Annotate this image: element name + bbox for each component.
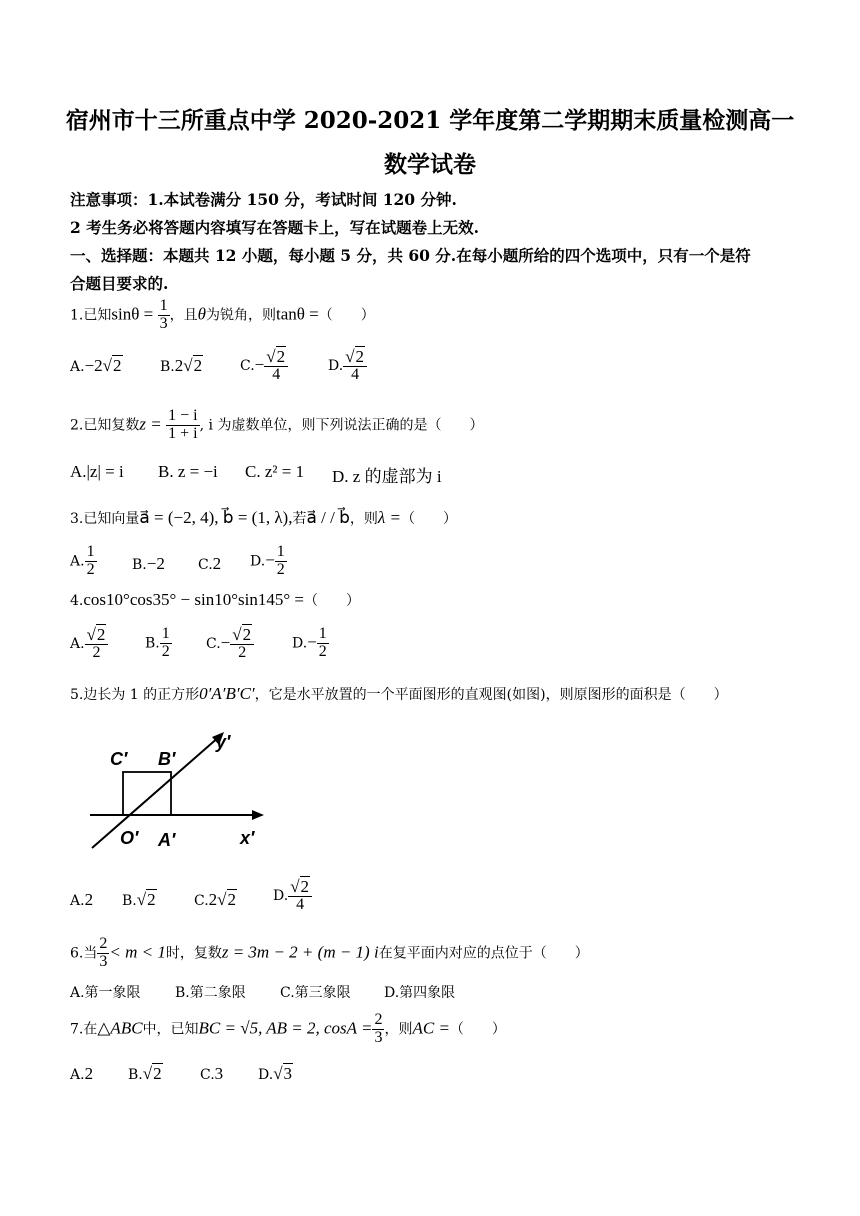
q6-fraction: $\frac{2}{3}$: [99, 935, 108, 970]
notice-2: 2 考生务必将答题内容填写在答题卡上，写在试题卷上无效.: [70, 218, 480, 237]
question-4: 4.cos10°cos35° − sin10°sin145° =（ ）: [70, 590, 360, 609]
q1-option-a: A.−2√2: [70, 356, 122, 375]
q3-option-a: A. $\frac{1}{2}$: [70, 543, 95, 578]
question-6: 6.当 $\frac{2}{3}$ < m < 1时，复数z = 3m − 2 + (m − 1) i在复平面内对应的点位于（ ）: [70, 935, 589, 970]
exam-title-line2: 数学试卷: [384, 151, 476, 178]
q6-option-c: C.第三象限: [280, 985, 351, 1001]
q5-option-a: A.2: [70, 890, 94, 909]
q1-option-b: B.2√2: [160, 356, 203, 375]
q2-option-c: C. z² = 1: [245, 462, 305, 481]
q1-option-c: C.− $\frac{√2}{4}$: [240, 348, 288, 384]
q6-option-b: B.第二象限: [175, 985, 246, 1001]
section-heading-line1: 一、选择题：本题共 12 小题，每小题 5 分，共 60 分.在每小题所给的四个选项中，只有一个是符: [70, 246, 751, 265]
q5-option-b: B.√2: [122, 890, 156, 909]
q6-option-d: D.第四象限: [384, 985, 456, 1001]
label-x: x′: [240, 828, 255, 848]
question-5: 5.边长为 1 的正方形0′A′B′C′，它是水平放置的一个平面图形的直观图(如图)，则原图形的面积是（ ）: [70, 684, 728, 703]
exam-title-line1: 宿州市十三所重点中学 2020-2021 学年度第二学期期末质量检测高一: [65, 107, 795, 134]
q5-option-d: D. $\frac{√2}{4}$: [273, 878, 312, 914]
q4-option-b: B. $\frac{1}{2}$: [145, 625, 170, 660]
q2-option-a: A.|z| = i: [70, 462, 124, 481]
question-1: 1.已知sinθ = $\frac{1}{3}$ ，且θ为锐角，则tanθ =（ ）: [70, 297, 375, 332]
q6-option-a: A.第一象限: [70, 985, 141, 1001]
label-a: A′: [158, 830, 176, 850]
q4-option-c: C.− $\frac{√2}{2}$: [206, 626, 254, 662]
question-7: 7.在△ABC中，已知BC = √5, AB = 2, cosA = $\frac{2}{3}$ ，则AC =（ ）: [70, 1011, 506, 1046]
notice-1: 注意事项：1.本试卷满分 150 分，考试时间 120 分钟.: [70, 190, 457, 209]
square: [123, 772, 171, 815]
q7-option-c: C.3: [200, 1064, 224, 1083]
label-o: O′: [120, 828, 139, 848]
label-y: y′: [216, 732, 231, 752]
question-3: 3.已知向量a⃗ = (−2, 4), b⃗ = (1, λ),若a⃗ / / b⃗，则λ =（ ）: [70, 508, 457, 527]
question-2: 2.已知复数z = $\frac{1 - i}{1 + i}$ , i 为虚数单位，则下列说法正确的是（ ）: [70, 407, 484, 442]
q4-option-a: A. $\frac{√2}{2}$: [70, 626, 108, 662]
q3-option-c: C.2: [198, 554, 222, 573]
q2-option-d: D. z 的虚部为 i: [332, 467, 442, 486]
x-axis-arrow: [252, 810, 264, 820]
q7-fraction: $\frac{2}{3}$: [374, 1011, 383, 1046]
q1-option-d: D. $\frac{√2}{4}$: [328, 348, 367, 384]
q7-option-d: D.√3: [258, 1064, 293, 1083]
q5-option-c: C.2√2: [194, 890, 237, 909]
label-b: B′: [158, 749, 176, 769]
q7-option-a: A.2: [70, 1064, 94, 1083]
section-heading-line2: 合题目要求的.: [70, 274, 169, 293]
q2-fraction: $\frac{1 - i}{1 + i}$: [168, 407, 198, 442]
q5-figure: [70, 720, 270, 860]
q7-option-b: B.√2: [128, 1064, 162, 1083]
q3-option-d: D.− $\frac{1}{2}$: [250, 543, 285, 578]
q2-option-b: B. z = −i: [158, 462, 218, 481]
q1-fraction: $\frac{1}{3}$: [159, 297, 168, 332]
q4-option-d: D.− $\frac{1}{2}$: [292, 625, 327, 660]
q3-option-b: B.−2: [132, 554, 165, 573]
label-c: C′: [110, 749, 128, 769]
